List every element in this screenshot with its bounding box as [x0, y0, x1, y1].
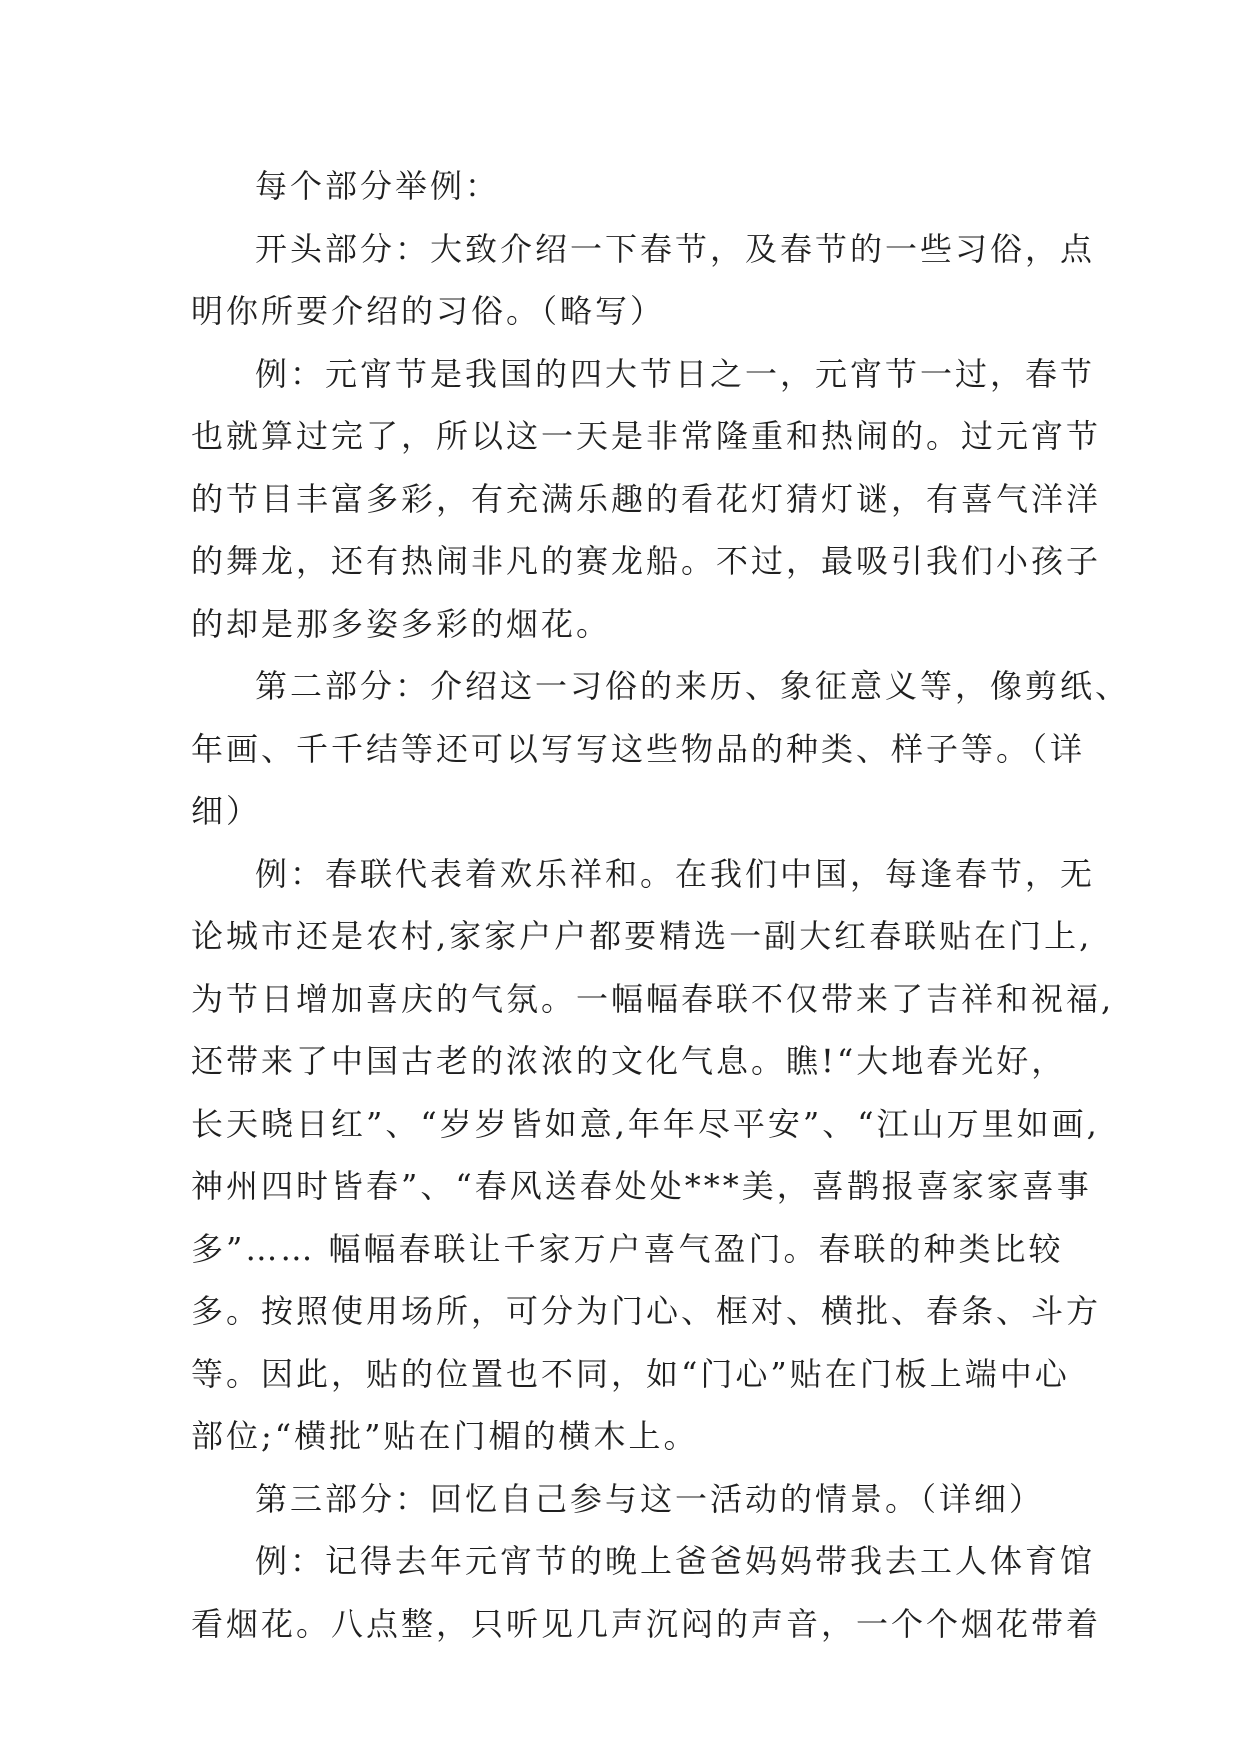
paragraph-example-lantern [191, 343, 1102, 656]
paragraph-part-three [191, 1468, 1051, 1531]
text-line: 明你所要介绍的习俗。（略写） [191, 292, 666, 330]
text-line: 神州四时皆春”、“春风送春处处***美，喜鹊报喜家家喜事 [191, 1167, 1092, 1205]
paragraph-example-couplets [191, 843, 1115, 1468]
text-line: 例：记得去年元宵节的晚上爸爸妈妈带我去工人体育馆 [255, 1542, 1096, 1580]
text-line: 的节目丰富多彩，有充满乐趣的看花灯猜灯谜，有喜气洋洋 [191, 479, 1102, 518]
document-body [191, 155, 1131, 1655]
text-line: 多。按照使用场所，可分为门心、框对、横批、春条、斗方 [191, 1292, 1102, 1330]
text-line: 细） [191, 792, 262, 830]
text-line: 还带来了中国古老的浓浓的文化气息。瞧!“大地春光好， [191, 1042, 1067, 1080]
text-line: 开头部分：大致介绍一下春节，及春节的一些习俗，点 [255, 229, 1096, 268]
paragraph-intro [191, 155, 1051, 218]
text-line: 每个部分举例： [255, 167, 501, 205]
text-line: 为节日增加喜庆的气氛。一幅幅春联不仅带来了吉祥和祝福, [191, 979, 1115, 1018]
text-line: 的舞龙，还有热闹非凡的赛龙船。不过，最吸引我们小孩子 [191, 542, 1102, 580]
paragraph-part-one [191, 218, 1096, 343]
text-line: 第二部分：介绍这一习俗的来历、象征意义等，像剪纸、 [255, 667, 1131, 705]
text-line: 例：元宵节是我国的四大节日之一，元宵节一过，春节 [255, 354, 1096, 393]
paragraph-example-fireworks [191, 1530, 1102, 1655]
text-line: 等。因此，贴的位置也不同，如“门心”贴在门板上端中心 [191, 1354, 1070, 1393]
text-line: 例：春联代表着欢乐祥和。在我们中国，每逢春节，无 [255, 854, 1096, 893]
text-line: 长天晓日红”、“岁岁皆如意,年年尽平安”、“江山万里如画, [191, 1104, 1100, 1143]
text-line: 看烟花。八点整，只听见几声沉闷的声音，一个个烟花带着 [191, 1604, 1102, 1643]
text-line: 的却是那多姿多彩的烟花。 [191, 604, 612, 643]
text-line: 多”…… 幅幅春联让千家万户喜气盈门。春联的种类比较 [191, 1229, 1064, 1268]
text-line: 年画、千千结等还可以写写这些物品的种类、样子等。（详 [191, 729, 1086, 768]
paragraph-part-two [191, 655, 1131, 843]
text-line: 部位;“横批”贴在门楣的横木上。 [191, 1417, 699, 1455]
text-line: 第三部分：回忆自己参与这一活动的情景。（详细） [255, 1479, 1045, 1518]
text-line: 论城市还是农村,家家户户都要精选一副大红春联贴在门上, [191, 917, 1093, 955]
text-line: 也就算过完了，所以这一天是非常隆重和热闹的。过元宵节 [191, 417, 1102, 455]
